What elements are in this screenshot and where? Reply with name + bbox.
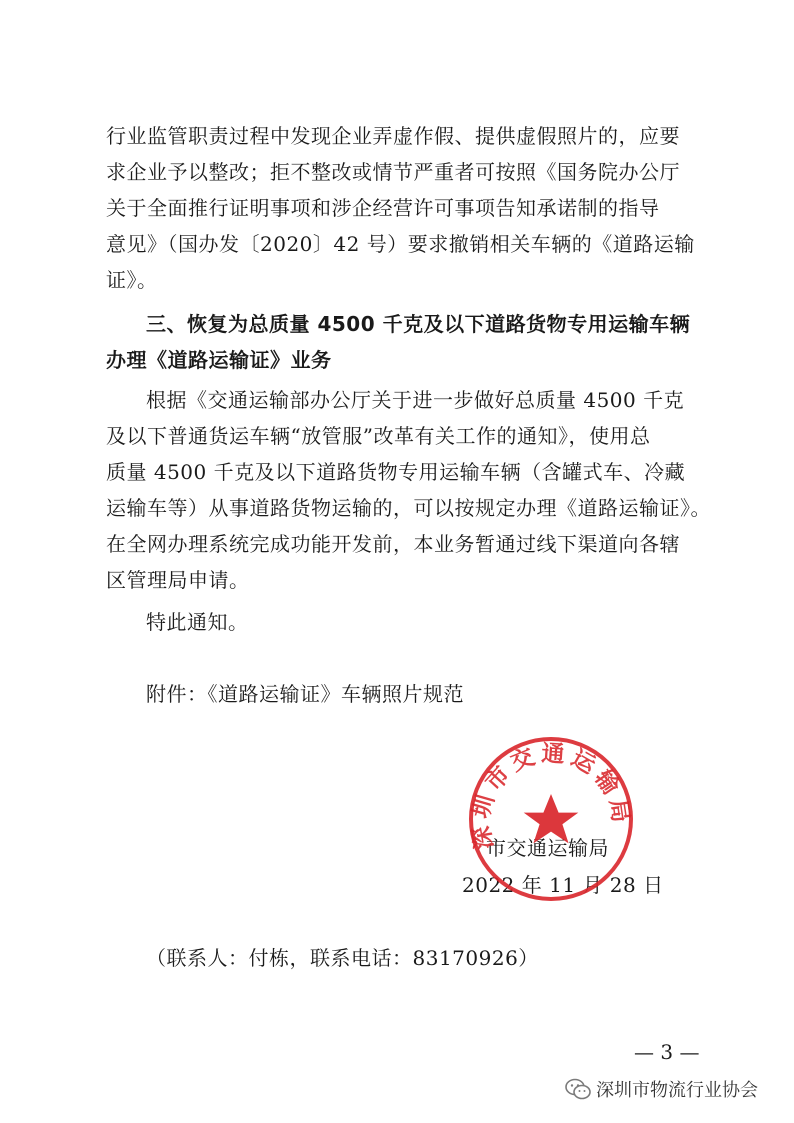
signature-date: 2022 年 11 月 28 日 (462, 873, 664, 897)
attachment-note (106, 676, 696, 712)
star-icon (524, 794, 579, 843)
heading-line: 办理《道路运输证》业务 (106, 348, 332, 372)
text-line: 在全网办理系统完成功能开发前，本业务暂通过线下渠道向各辖 (106, 532, 680, 556)
text-line: 行业监管职责过程中发现企业弄虚作假、提供虚假照片的，应要 (106, 124, 680, 148)
text-line: 求企业予以整改；拒不整改或情节严重者可按照《国务院办公厅 (106, 160, 680, 184)
text-line: 运输车等）从事道路货物运输的，可以按规定办理《道路运输证》。 (106, 496, 711, 520)
wechat-icon (564, 1078, 592, 1100)
watermark-text: 深圳市物流行业协会 (596, 1080, 758, 1101)
official-seal (466, 734, 636, 904)
section-heading (106, 306, 696, 378)
text-line: 关于全面推行证明事项和涉企经营许可事项告知承诺制的指导 (106, 196, 660, 220)
page-number: — 3 — (634, 1040, 700, 1064)
watermark-footer (564, 1076, 758, 1102)
paragraph-supervision (106, 118, 696, 298)
contact-info: （联系人：付栋，联系电话：83170926） (146, 946, 539, 970)
text-line: 质量 4500 千克及以下道路货物专用运输车辆（含罐式车、冷藏 (106, 460, 686, 484)
text-line: 意见》（国办发〔2020〕42 号）要求撤销相关车辆的《道路运输 (106, 232, 695, 256)
svg-text:深圳市交通运输局: 深圳市交通运输局 (467, 740, 635, 852)
text-line: 区管理局申请。 (106, 568, 250, 592)
heading-line: 三、恢复为总质量 4500 千克及以下道路货物专用运输车辆 (146, 312, 691, 336)
text-line: 及以下普通货运车辆“放管服”改革有关工作的通知》，使用总 (106, 424, 651, 448)
text-line: 根据《交通运输部办公厅关于进一步做好总质量 4500 千克 (146, 388, 685, 412)
signature-organization: 市交通运输局 (486, 836, 609, 860)
closing-text: 特此通知。 (146, 610, 249, 634)
paragraph-basis (106, 382, 711, 598)
attachment-text: 附件：《道路运输证》车辆照片规范 (146, 682, 464, 706)
closing-remark (106, 604, 696, 640)
text-line: 证》。 (106, 268, 158, 292)
